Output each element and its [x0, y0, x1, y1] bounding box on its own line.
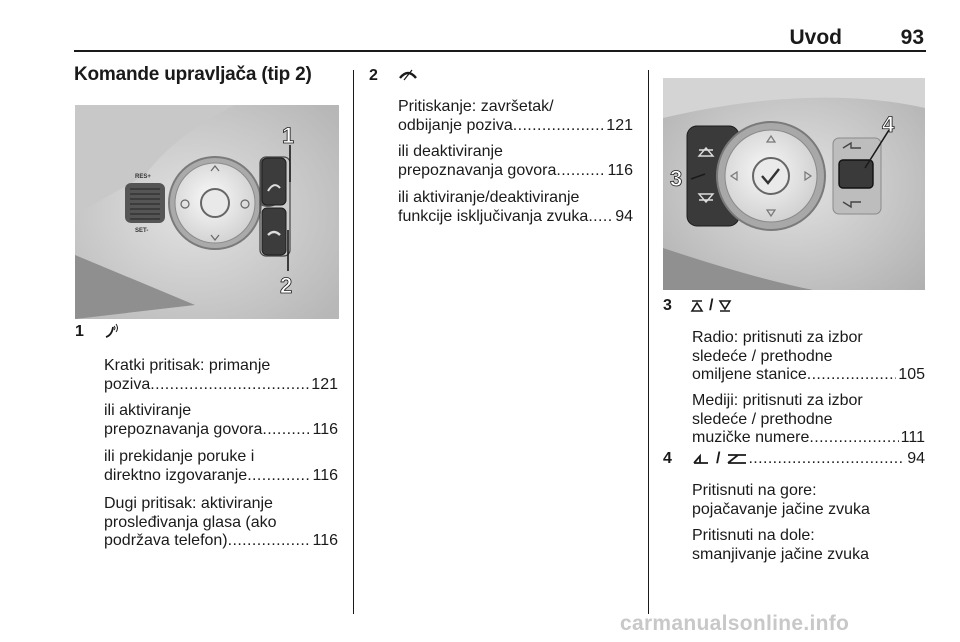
hang-up-icon — [398, 68, 418, 86]
item-2-p3-line2: funkcije isključivanja zvuka — [398, 207, 589, 225]
item-3-p2-line2: sledeće / prethodne — [692, 410, 833, 428]
item-1-p1-line2: poziva — [104, 375, 151, 393]
item-3-p1-page: 105 — [898, 366, 925, 383]
item-1-p4-ref — [104, 532, 338, 551]
item-1-para-4 — [104, 495, 338, 551]
item-4-p2-line1: Pritisnuti na dole: — [692, 527, 815, 544]
item-2-p3-line1: ili aktiviranje/deaktiviranje — [398, 189, 580, 206]
item-1-p3-ref — [104, 467, 338, 486]
item-3-p2-page: 111 — [900, 429, 925, 446]
item-2-p3-ref — [398, 208, 633, 227]
item-3-p2-ref — [692, 429, 925, 448]
callout-1: 1 — [282, 123, 295, 148]
item-4-page: 94 — [907, 450, 925, 467]
item-2-p2-line2: prepoznavanja govora — [398, 161, 557, 179]
page-number: 93 — [900, 26, 924, 49]
watermark: carmanualsonline.info — [620, 612, 850, 635]
set-label: SET- — [135, 228, 149, 234]
column-divider-right — [648, 70, 649, 614]
steering-controls-right-figure — [663, 78, 925, 290]
volume-up-down-icon — [692, 450, 748, 469]
item-1-p2-line1: ili aktiviranje — [104, 402, 192, 419]
item-4-para-1 — [692, 482, 925, 519]
item-1-p3-line1: ili prekidanje poruke i — [104, 448, 255, 465]
item-2-p2-ref — [398, 162, 633, 181]
item-2-p3-page: 94 — [615, 207, 633, 225]
item-3-p2-line3: muzičke numere — [692, 429, 810, 446]
item-2-p1-page: 121 — [606, 116, 633, 134]
item-1-para-3 — [104, 448, 338, 485]
item-1-p4-page: 116 — [312, 532, 338, 549]
item-2-p1-ref — [398, 117, 633, 136]
item-3-p1-line2: sledeće / prethodne — [692, 347, 833, 365]
item-1-para-1 — [104, 357, 338, 394]
item-1-p3-page: 116 — [312, 466, 338, 484]
item-4-p1-line1: Pritisnuti na gore: — [692, 482, 817, 499]
res-label: RES+ — [135, 174, 151, 180]
item-3-p1-ref — [692, 366, 925, 385]
seek-up-down-icon — [690, 297, 732, 315]
callout-2: 2 — [280, 273, 293, 298]
item-3-p2-line1: Mediji: pritisnuti za izbor — [692, 392, 863, 409]
item-1-p2-line2: prepoznavanja govora — [104, 420, 263, 438]
item-2-p2-page: 116 — [607, 161, 633, 179]
item-2-para-3 — [398, 189, 633, 226]
item-3-separator: / — [709, 297, 714, 314]
item-2-para-1 — [398, 98, 633, 135]
item-3-p1-line3: omiljene stanice — [692, 366, 807, 383]
item-2-p1-line1: Pritiskanje: završetak/ — [398, 98, 554, 115]
phone-voice-icon — [104, 323, 118, 344]
item-1-p4-line2: prosleđivanja glasa (ako — [104, 513, 277, 531]
item-1-number: 1 — [75, 323, 84, 340]
item-4-p1-line2: pojačavanje jačine zvuka — [692, 500, 870, 518]
item-1-p4-line1: Dugi pritisak: aktiviranje — [104, 495, 273, 512]
item-1-p1-line1: Kratki pritisak: primanje — [104, 357, 271, 374]
item-4-heading — [692, 450, 925, 469]
item-4-number: 4 — [663, 450, 672, 467]
column-divider-left — [353, 70, 354, 614]
item-1-p3-line2: direktno izgovaranje — [104, 466, 248, 484]
item-1-p1-ref — [104, 376, 338, 395]
item-2-p1-line2: odbijanje poziva — [398, 116, 513, 134]
item-3-p1-line1: Radio: pritisnuti za izbor — [692, 329, 863, 346]
item-1-p2-ref — [104, 421, 338, 440]
header-rule — [74, 50, 926, 52]
item-2-para-2 — [398, 143, 633, 180]
item-1-p4-line3: podržava telefon) — [104, 532, 228, 549]
item-2-number: 2 — [369, 67, 378, 84]
item-1-para-2 — [104, 402, 338, 439]
item-2-p2-line1: ili deaktiviranje — [398, 143, 503, 160]
item-4-separator: / — [716, 450, 721, 467]
section-title: Komande upravljača (tip 2) — [74, 64, 312, 85]
item-4-para-2 — [692, 527, 925, 564]
steering-controls-left-figure — [75, 105, 339, 319]
item-3-para-2 — [692, 392, 925, 448]
callout-3: 3 — [670, 166, 683, 191]
item-3-para-1 — [692, 329, 925, 385]
item-3-number: 3 — [663, 297, 672, 314]
item-1-p1-page: 121 — [311, 375, 338, 393]
item-4-p2-line2: smanjivanje jačine zvuka — [692, 545, 869, 563]
header-title: Uvod — [789, 26, 842, 49]
item-1-p2-page: 116 — [312, 420, 338, 438]
callout-4: 4 — [882, 112, 895, 137]
